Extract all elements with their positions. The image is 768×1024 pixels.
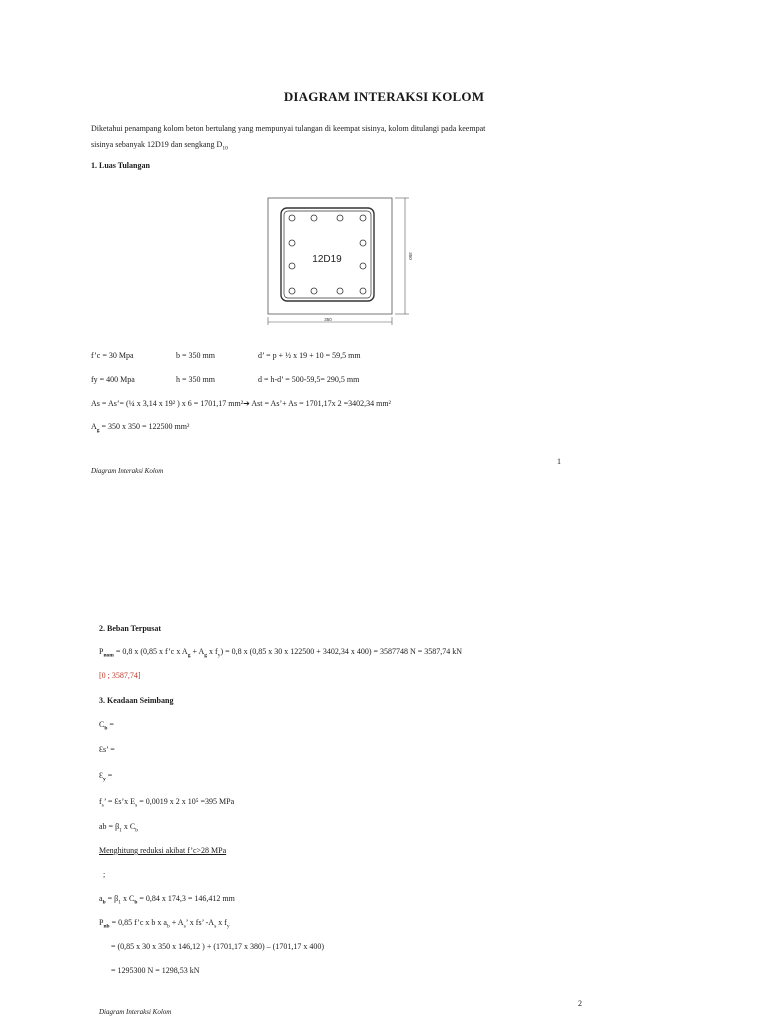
page-number-1: 1 (557, 457, 561, 466)
cb-line: $C_b$ = (99, 720, 114, 732)
footer-page-1: Diagram Interaksi Kolom (91, 467, 164, 475)
reduksi-heading: Menghitung reduksi akibat f’c>28 MPa (99, 846, 227, 855)
es-line: Ɛs’ = (99, 745, 115, 754)
rebar (360, 240, 366, 246)
ab-line: ab = $\beta_1$ x $C_b$ (99, 822, 138, 834)
param-fc: f’c = 30 Mpa (91, 351, 134, 360)
section-2-heading: 2. Beban Terpusat (99, 624, 162, 633)
rebar (311, 288, 317, 294)
param-b: b = 350 mm (176, 351, 215, 360)
intro-line-1: Diketahui penampang kolom beton bertulang yang mempunyai tulangan di keempat sisinya, kolom ditulangi pada keempat (91, 124, 486, 133)
rebar (337, 288, 343, 294)
param-fy: fy = 400 Mpa (91, 375, 135, 384)
column-cross-section-figure (262, 192, 414, 327)
rebar (337, 215, 343, 221)
dimension-right: 350 (408, 252, 413, 260)
rebar (360, 288, 366, 294)
param-d: d = h-d’ = 500-59,5= 290,5 mm (258, 375, 360, 384)
page-number-2: 2 (578, 999, 582, 1008)
pnb-formula: $P_{nb} = 0,85$ f’c x b x $a_b + A_s$’ x fs’ $-A_s$ x $f_y$ (99, 918, 230, 930)
param-dprime: d’ = p + ½ x 19 + 10 = 59,5 mm (258, 351, 361, 360)
section-3-heading: 3. Keadaan Seimbang (99, 696, 174, 705)
p-nom-equation: $P_{nom} = 0,8$ x (0,85 x f’c x $A_g + A_g$ x $f_y) = 0,8$ x (0,85 x 30 x 122500 + 3402,34 x 400) = 3587748 N = 3587,74 kN (99, 647, 463, 659)
rebar-label: 12D19 (312, 254, 342, 265)
ab-calc-line: $a_b = \beta_1$ x $C_b = 0,84$ x 174,3 = 146,412 mm (99, 894, 235, 906)
ey-line: $Ɛ_y$ = (99, 771, 113, 783)
pnb-substitution: = (0,85 x 30 x 350 x 146,12 ) + (1701,17 x 380) – (1701,17 x 400) (111, 942, 325, 951)
rebar (289, 263, 295, 269)
rebar (289, 288, 295, 294)
interaction-point: [0 ; 3587,74] (99, 671, 141, 680)
rebar (289, 215, 295, 221)
rebar (311, 215, 317, 221)
fs-line: $f_s$’ = Ɛs’x $E_s = 0,0019$ x 2 x 10⁵ =395 MPa (99, 797, 235, 809)
dimension-bottom: 350 (324, 317, 332, 322)
page-title: DIAGRAM INTERAKSI KOLOM (283, 89, 485, 104)
arrow-right-icon: ➔ (243, 399, 250, 408)
ag-equation: $A_g = 350$ x 350 = 122500 mm² (91, 422, 190, 434)
param-h: h = 350 mm (176, 375, 215, 384)
intro-line-2: sisinya sebanyak 12D19 dan sengkang $D_{10}$ (91, 140, 228, 152)
semicolon-line: ; (103, 870, 106, 879)
as-equation: As = As’= (¼ x 3,14 x 19² ) x 6 = 1701,17 mm²➔ Ast = As’+ As = 1701,17x 2 =3402,34 mm² (91, 399, 391, 408)
rebar (289, 240, 295, 246)
rebar (360, 263, 366, 269)
footer-page-2: Diagram Interaksi Kolom (99, 1008, 172, 1016)
section-1-heading: 1. Luas Tulangan (91, 161, 150, 170)
pnb-result: = 1295300 N = 1298,53 kN (111, 966, 200, 975)
rebar (360, 215, 366, 221)
